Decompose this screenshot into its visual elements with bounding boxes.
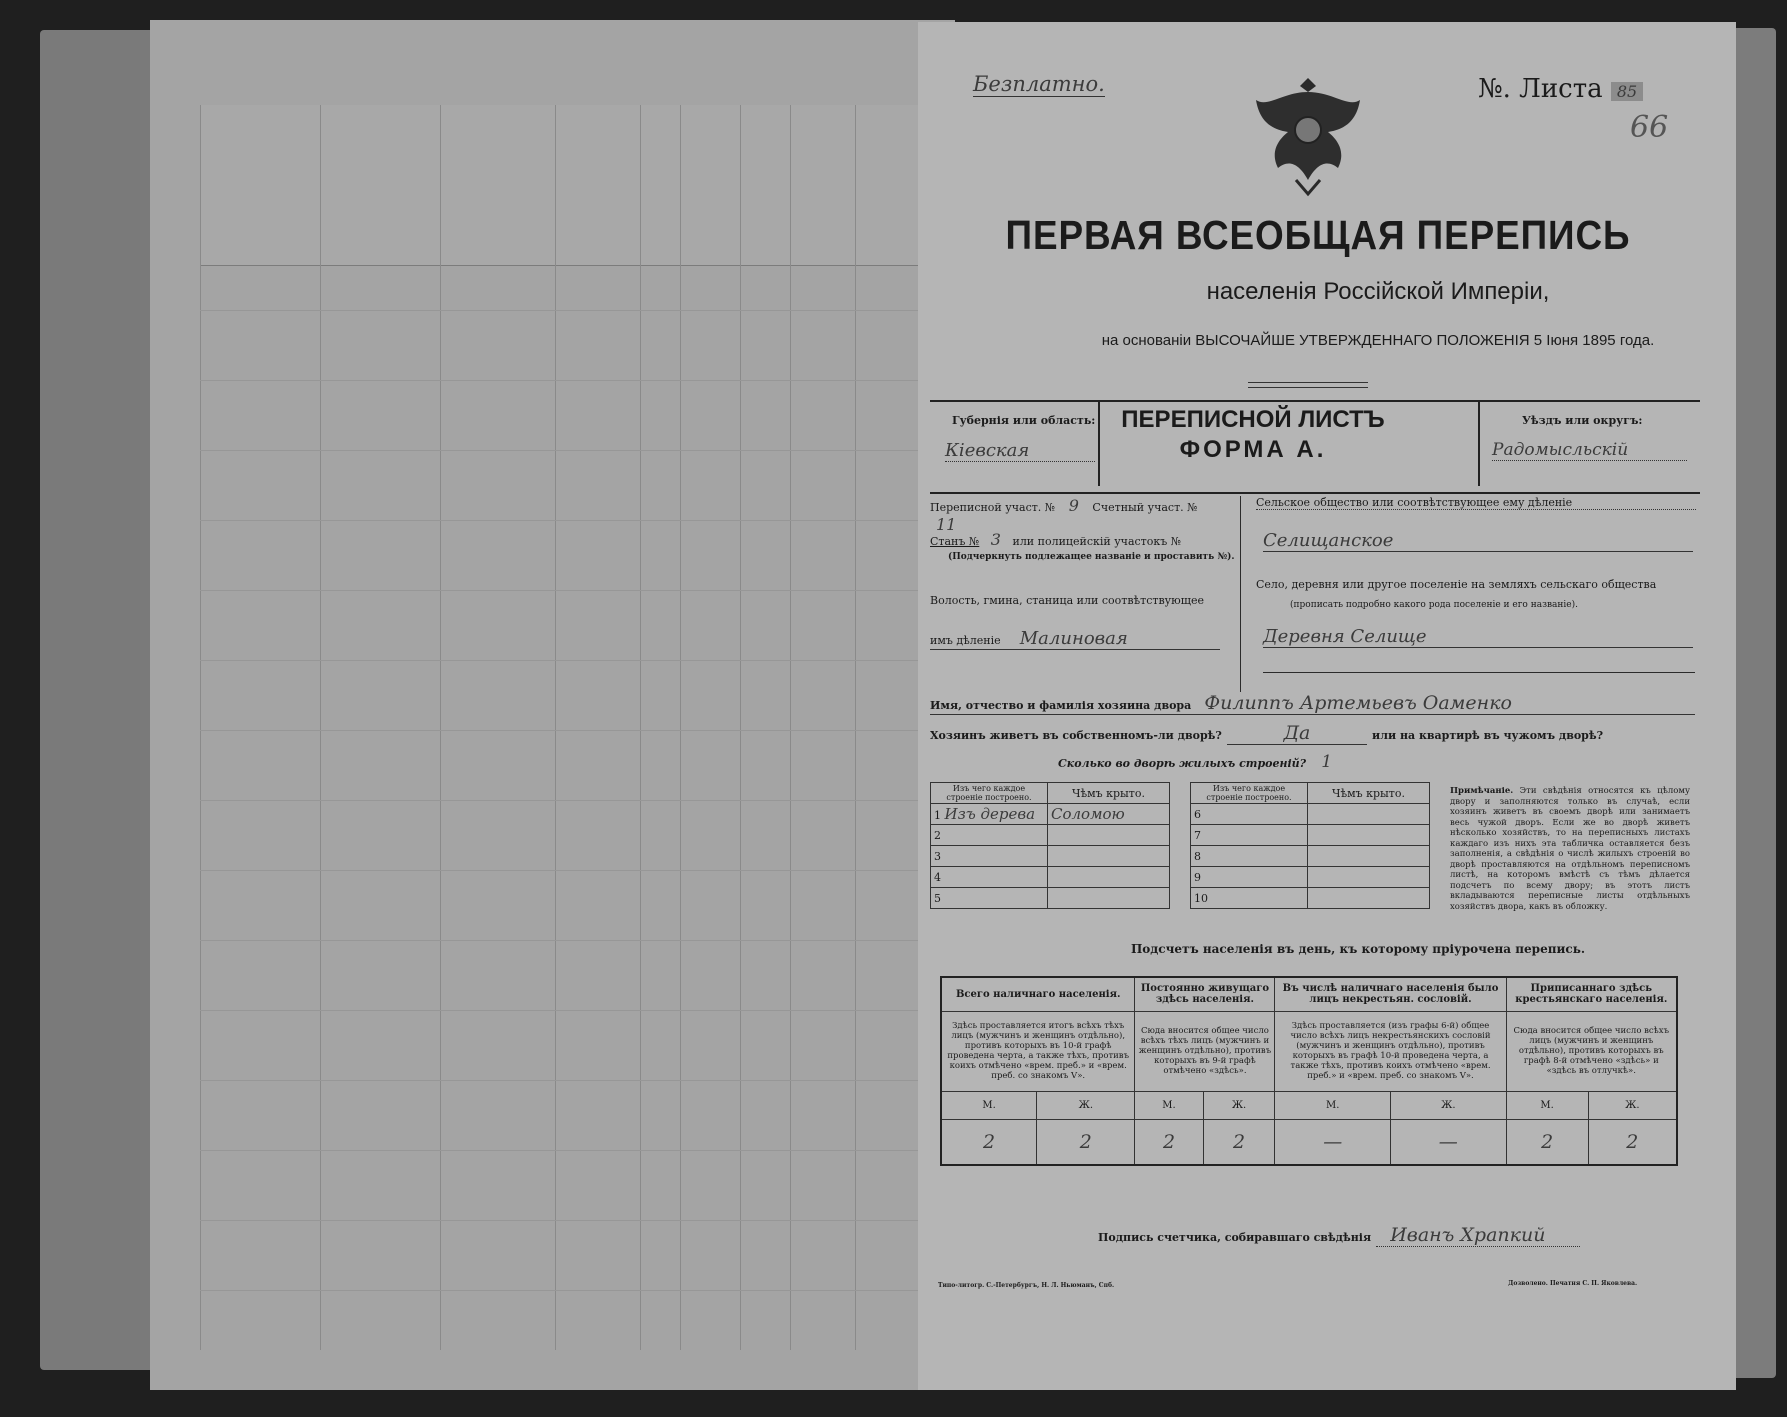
imprint-left: Типо-литогр. С.-Петербургъ, Н. Л. Ньюманъ, Спб.	[938, 1282, 1115, 1289]
population-values-row: 2 2 2 2 — — 2 2	[941, 1119, 1677, 1165]
buildings-table-right: Изъ чего каждое строеніе построено. Чѣмъ крыто. 6 7 8 9 10	[1190, 782, 1430, 909]
village-hint: (прописать подробно какого рода поселеніе и его названіе).	[1290, 600, 1578, 610]
basis-line: на основаніи ВЫСОЧАЙШЕ УТВЕРЖДЕННАГО ПОЛОЖЕНІЯ 5 Іюня 1895 года.	[1101, 332, 1655, 349]
stan-value: 3	[990, 530, 1001, 549]
table-row: 5	[931, 888, 1170, 909]
ornament-divider	[1248, 382, 1368, 388]
society-value: Селищанское	[1263, 530, 1693, 552]
field-column-divider	[1240, 496, 1241, 692]
volost-label: Волость, гмина, станица или соотвѣтствующее	[930, 594, 1204, 607]
own-yard-value: Да	[1227, 722, 1367, 745]
col-roof-header: Чѣмъ крыто.	[1048, 783, 1170, 804]
owner-name-field: Имя, отчество и фамилія хозяина двора Филиппъ Артемьевъ Оаменко	[930, 692, 1695, 715]
form-name-line1: ПЕРЕПИСНОЙ ЛИСТЪ	[1121, 406, 1385, 433]
table-row: 1 Изъ дерева Соломою	[931, 804, 1170, 825]
signature-value: Иванъ Храпкий	[1376, 1224, 1580, 1247]
table-row: 10	[1191, 888, 1430, 909]
own-yard-field: Хозяинъ живетъ въ собственномъ-ли дворѣ? Да или на квартирѣ въ чужомъ дворѣ?	[930, 722, 1604, 744]
col-material-header: Изъ чего каждое строеніе построено.	[931, 783, 1048, 804]
left-page-header	[200, 105, 955, 266]
sheet-number-label: №. Листа	[1478, 74, 1603, 104]
district-box	[1478, 402, 1702, 486]
table-row: 2	[931, 825, 1170, 846]
page-title: ПЕРВАЯ ВСЕОБЩАЯ ПЕРЕПИСЬ	[1005, 212, 1631, 258]
sheet-number-value: 85	[1611, 82, 1643, 101]
group-total-title: Всего наличнаго населенія.	[941, 977, 1135, 1011]
buildings-note: Примѣчаніе. Эти свѣдѣнія относятся къ цѣлому двору и заполняются только въ случаѣ, если хозяинъ живетъ въ своемъ дворѣ или занимаетъ весь чужой дворъ. Если же во дворѣ живетъ нѣсколько хозяйствъ, то на переписныхъ листахъ каждаго изъ нихъ эта табличка оставляется безъ заполненія, а свѣдѣнія о числѣ жилыхъ строеній во дворѣ проставляются на отдѣльномъ переписномъ листѣ, на которомъ вмѣстѣ съ тѣмъ дѣлается подсчетъ по всему двору; въ этотъ листъ вкладываются переписные листы отдѣльныхъ хозяйствъ двора, какъ въ обложку.	[1450, 786, 1690, 912]
left-page	[150, 20, 955, 1390]
stan-field: Станъ № 3 или полицейскій участокъ №	[930, 530, 1182, 549]
buildings-count-field: Сколько во дворѣ жилыхъ строеній? 1	[1058, 752, 1333, 772]
census-section-value: 9	[1068, 496, 1079, 515]
population-heading: Подсчетъ населенія въ день, къ которому пріурочена перепись.	[1130, 942, 1586, 956]
table-row: 3	[931, 846, 1170, 867]
count-section-value: 11	[936, 515, 957, 534]
group-nonpeasant-title: Въ числѣ наличнаго населенія было лицъ некрестьян. сословій.	[1275, 977, 1506, 1011]
buildings-table-left	[930, 782, 1170, 909]
owner-name-value: Филиппъ Артемьевъ Оаменко	[1204, 692, 1512, 714]
sheet-number-field	[1478, 74, 1643, 104]
district-label: Уѣздъ или округъ:	[1522, 414, 1643, 427]
population-table: Всего наличнаго населенія. Постоянно живущаго здѣсь населенія. Въ числѣ наличнаго населенія было лицъ некрестьян. сословій. Приписаннаго здѣсь крестьянскаго населенія. Здѣсь проставляется итогъ всѣхъ тѣхъ лицъ (мужчинъ и женщинъ отдѣльно), противъ которыхъ въ 10-й графѣ проведена черта, а также тѣхъ, противъ коихъ отмѣчено «врем. преб.» и «врем. преб. со знакомъ V». Сюда вносится общее число всѣхъ тѣхъ лицъ (мужчинъ и женщинъ отдѣльно), противъ которыхъ въ 9-й графѣ отмѣчено «здѣсь». Здѣсь проставляется (изъ графы 6-й) общее число всѣхъ лицъ некрестьянскихъ сословій (мужчинъ и женщинъ отдѣльно), противъ которыхъ въ графѣ 10-й проведена черта, а также тѣхъ, противъ коихъ отмѣчено «врем. преб.» и «врем. преб. со знакомъ V». Сюда вносится общее число всѣхъ лицъ (мужчинъ и женщинъ отдѣльно), противъ которыхъ въ графѣ 8-й отмѣчено «здѣсь» и «здѣсь въ отлучкѣ». М. Ж. М. Ж. М. Ж. М. Ж. 2 2 2 2 — — 2 2	[940, 976, 1678, 1166]
census-section-field: Переписной участ. № 9 Счетный участ. № 11	[930, 496, 1198, 534]
table-row: 9	[1191, 867, 1430, 888]
volost-field: имъ дѣленіе Малиновая	[930, 628, 1220, 650]
table-row: 6	[1191, 804, 1430, 825]
group-registered-title: Приписаннаго здѣсь крестьянскаго населенія.	[1506, 977, 1677, 1011]
page-subtitle: населенія Россійской Имперіи,	[1206, 278, 1550, 305]
census-form-page	[918, 22, 1736, 1390]
buildings-count-value: 1	[1321, 752, 1333, 772]
province-label: Губернія или область:	[952, 414, 1096, 427]
imprint-right: Дозволено. Печатня С. П. Яковлева.	[1508, 1280, 1638, 1287]
table-row: 4	[931, 867, 1170, 888]
sheet-number-alt: 66	[1630, 110, 1669, 145]
imperial-eagle-icon	[1248, 70, 1368, 200]
group-permanent-title: Постоянно живущаго здѣсь населенія.	[1135, 977, 1275, 1011]
table-row: 7	[1191, 825, 1430, 846]
society-label: Сельское общество или соотвѣтствующее ему дѣленіе	[1256, 496, 1696, 510]
signature-field: Подпись счетчика, собиравшаго свѣдѣнія Иванъ Храпкий	[1098, 1224, 1580, 1247]
province-value: Кіевская	[945, 440, 1095, 462]
village-label: Село, деревня или другое поселеніе на земляхъ сельскаго общества	[1256, 578, 1657, 591]
village-value: Деревня Селище	[1263, 626, 1693, 648]
free-label: Безплатно.	[973, 72, 1105, 96]
table-row: 8	[1191, 846, 1430, 867]
stan-hint: (Подчеркнуть подлежащее названіе и проставить №).	[948, 552, 1235, 562]
form-name-line2: ФОРМА А.	[1179, 436, 1327, 463]
province-box	[930, 402, 1100, 486]
volost-value: Малиновая	[1019, 628, 1128, 649]
district-value: Радомысльскій	[1492, 440, 1687, 461]
